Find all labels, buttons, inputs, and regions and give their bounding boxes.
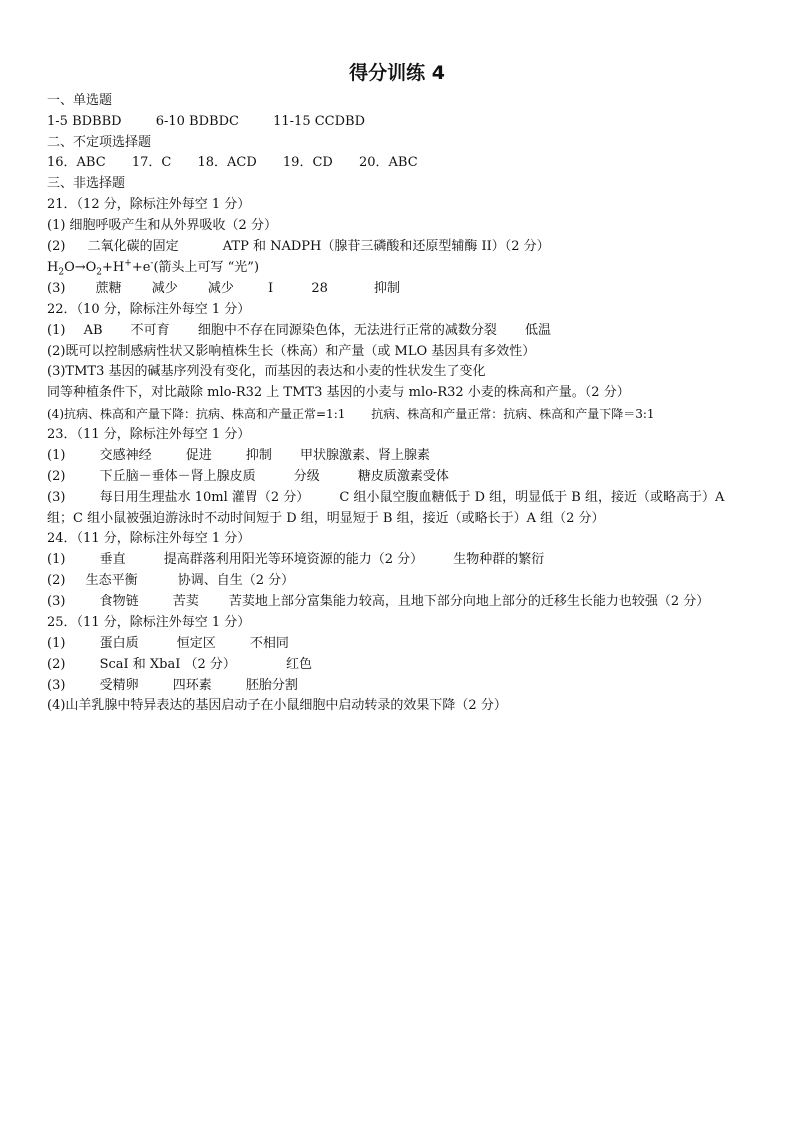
answer-line — [47, 552, 544, 568]
answer-line — [47, 573, 294, 589]
answer-text: 垂直 — [99, 552, 126, 567]
item-number: (3) — [47, 281, 66, 296]
answer-line — [47, 678, 298, 694]
question-header-22: 22．（10 分，除标注外每空 1 分） — [47, 302, 251, 317]
answer-text: 胚胎分割 — [245, 678, 298, 693]
item-number: (3) — [47, 678, 66, 693]
question-header-23: 23．（11 分，除标注外每空 1 分） — [47, 427, 251, 442]
formula-note: (箭头上可写 “光”) — [153, 260, 260, 275]
answer-text: 减少 — [207, 281, 234, 296]
answer-text: 提高群落利用阳光等环境资源的能力（2 分） — [163, 552, 424, 567]
answer-text: ScaI 和 XbaI （2 分） — [99, 657, 236, 672]
answer-line: (4)山羊乳腺中特异表达的基因启动子在小鼠细胞中启动转录的效果下降（2 分） — [47, 698, 507, 713]
answer-line — [47, 239, 550, 255]
item-number: (1) — [47, 636, 66, 651]
answer-item: 18．ACD — [197, 155, 257, 170]
answer-text: AB — [83, 323, 103, 338]
answer-text: 促进 — [185, 448, 212, 463]
answer-text: 不相同 — [249, 636, 289, 651]
item-number: (2) — [47, 573, 66, 588]
answer-text: C 组小鼠空腹血糖低于 D 组，明显低于 B 组，接近（或略高于）A — [339, 490, 725, 505]
answer-text: 甲状腺激素、肾上腺素 — [300, 448, 431, 463]
section-heading-multi-choice: 二、不定项选择题 — [47, 135, 152, 150]
answer-line — [47, 490, 724, 506]
answer-text: 细胞中不存在同源染色体，无法进行正常的减数分裂 — [197, 323, 497, 338]
page-title: 得分训练 4 — [349, 62, 445, 84]
formula-subscript: 2 — [96, 267, 103, 278]
item-number: (1) — [47, 552, 66, 567]
equation-line — [47, 260, 259, 276]
answer-text: 恒定区 — [176, 636, 216, 651]
answer-text: 抑制 — [245, 448, 272, 463]
answer-line — [47, 448, 430, 464]
answer-text: 蛋白质 — [99, 636, 139, 651]
item-number: (2) — [47, 239, 66, 254]
answer-line — [47, 323, 551, 339]
answer-group: 11-15 CCDBD — [273, 114, 366, 129]
item-number: (2) — [47, 469, 66, 484]
answer-text: 苦荬 — [172, 594, 199, 609]
answer-text: 受精卵 — [99, 678, 139, 693]
answer-line: (2)既可以控制感病性状又影响植株生长（株高）和产量（或 MLO 基因具有多效性） — [47, 344, 536, 359]
answer-row-1-15 — [47, 114, 365, 130]
formula-superscript: - — [150, 258, 154, 269]
answer-text: 抑制 — [374, 281, 401, 296]
formula-subscript: 2 — [58, 267, 65, 278]
answer-item: 17．C — [131, 155, 172, 170]
answer-text: 生态平衡 — [85, 573, 138, 588]
answer-text: 减少 — [151, 281, 178, 296]
item-number: (2) — [47, 657, 66, 672]
answer-line — [47, 594, 709, 610]
answer-text: 下丘脑－垂体－肾上腺皮质 — [99, 469, 256, 484]
formula-part: H — [47, 260, 59, 275]
answer-text: 每日用生理盐水 10ml 灌胃（2 分） — [99, 490, 310, 505]
item-number: (1) — [47, 448, 66, 463]
answer-text: 蔗糖 — [95, 281, 122, 296]
answer-text: 红色 — [286, 657, 313, 672]
answer-item: 20．ABC — [358, 155, 418, 170]
answer-line: 同等种植条件下，对比敲除 mlo-R32 上 TMT3 基因的小麦与 mlo-R32 小麦的株高和产量。（2 分） — [47, 385, 630, 400]
answer-text: I — [268, 281, 274, 296]
formula-part: +H — [102, 260, 125, 275]
answer-text: 二氧化碳的固定 — [87, 239, 179, 254]
answer-text: 食物链 — [99, 594, 139, 609]
answer-item: 16．ABC — [47, 155, 106, 170]
answer-line — [47, 406, 655, 422]
formula-part: O→O — [64, 260, 97, 275]
answer-line: 组；C 组小鼠被强迫游泳时不动时间短于 D 组，明显短于 B 组，接近（或略长于）A 组（2 分） — [47, 511, 605, 526]
answer-row-16-20 — [47, 155, 418, 171]
item-number: (3) — [47, 490, 66, 505]
question-header-25: 25．（11 分，除标注外每空 1 分） — [47, 615, 251, 630]
question-header-24: 24．（11 分，除标注外每空 1 分） — [47, 531, 251, 546]
answer-line — [47, 469, 449, 485]
section-heading-non-choice: 三、非选择题 — [47, 176, 126, 191]
formula-superscript: + — [124, 258, 132, 269]
question-header-21: 21．（12 分，除标注外每空 1 分） — [47, 197, 251, 212]
answer-line: (1) 细胞呼吸产生和从外界吸收（2 分） — [47, 218, 277, 233]
answer-text: 不可育 — [130, 323, 170, 338]
answer-text: 28 — [311, 281, 328, 296]
answer-line — [47, 636, 289, 652]
answer-line — [47, 281, 400, 297]
answer-line — [47, 657, 312, 673]
answer-line: (3)TMT3 基因的碱基序列没有变化，而基因的表达和小麦的性状发生了变化 — [47, 364, 486, 379]
answer-text: ATP 和 NADPH（腺苷三磷酸和还原型辅酶 II）（2 分） — [222, 239, 550, 254]
section-heading-single-choice: 一、单选题 — [47, 93, 113, 108]
answer-text: 四环素 — [172, 678, 212, 693]
answer-text: 交感神经 — [99, 448, 152, 463]
answer-text: 协调、自生（2 分） — [177, 573, 295, 588]
answer-text: (4)抗病、株高和产量下降：抗病、株高和产量正常=1:1 — [47, 407, 346, 421]
formula-part: +e — [131, 260, 151, 275]
answer-text: 分级 — [293, 469, 320, 484]
answer-text: 抗病、株高和产量正常：抗病、株高和产量下降＝3:1 — [371, 407, 655, 421]
answer-item: 19．CD — [282, 155, 333, 170]
item-number: (1) — [47, 323, 66, 338]
answer-group: 1-5 BDBBD — [47, 114, 122, 129]
answer-text: 糖皮质激素受体 — [357, 469, 449, 484]
answer-text: 低温 — [524, 323, 551, 338]
item-number: (3) — [47, 594, 66, 609]
answer-text: 生物种群的繁衍 — [453, 552, 545, 567]
answer-group: 6-10 BDBDC — [155, 114, 239, 129]
answer-text: 苦荬地上部分富集能力较高，且地下部分向地上部分的迁移生长能力也较强（2 分） — [228, 594, 710, 609]
